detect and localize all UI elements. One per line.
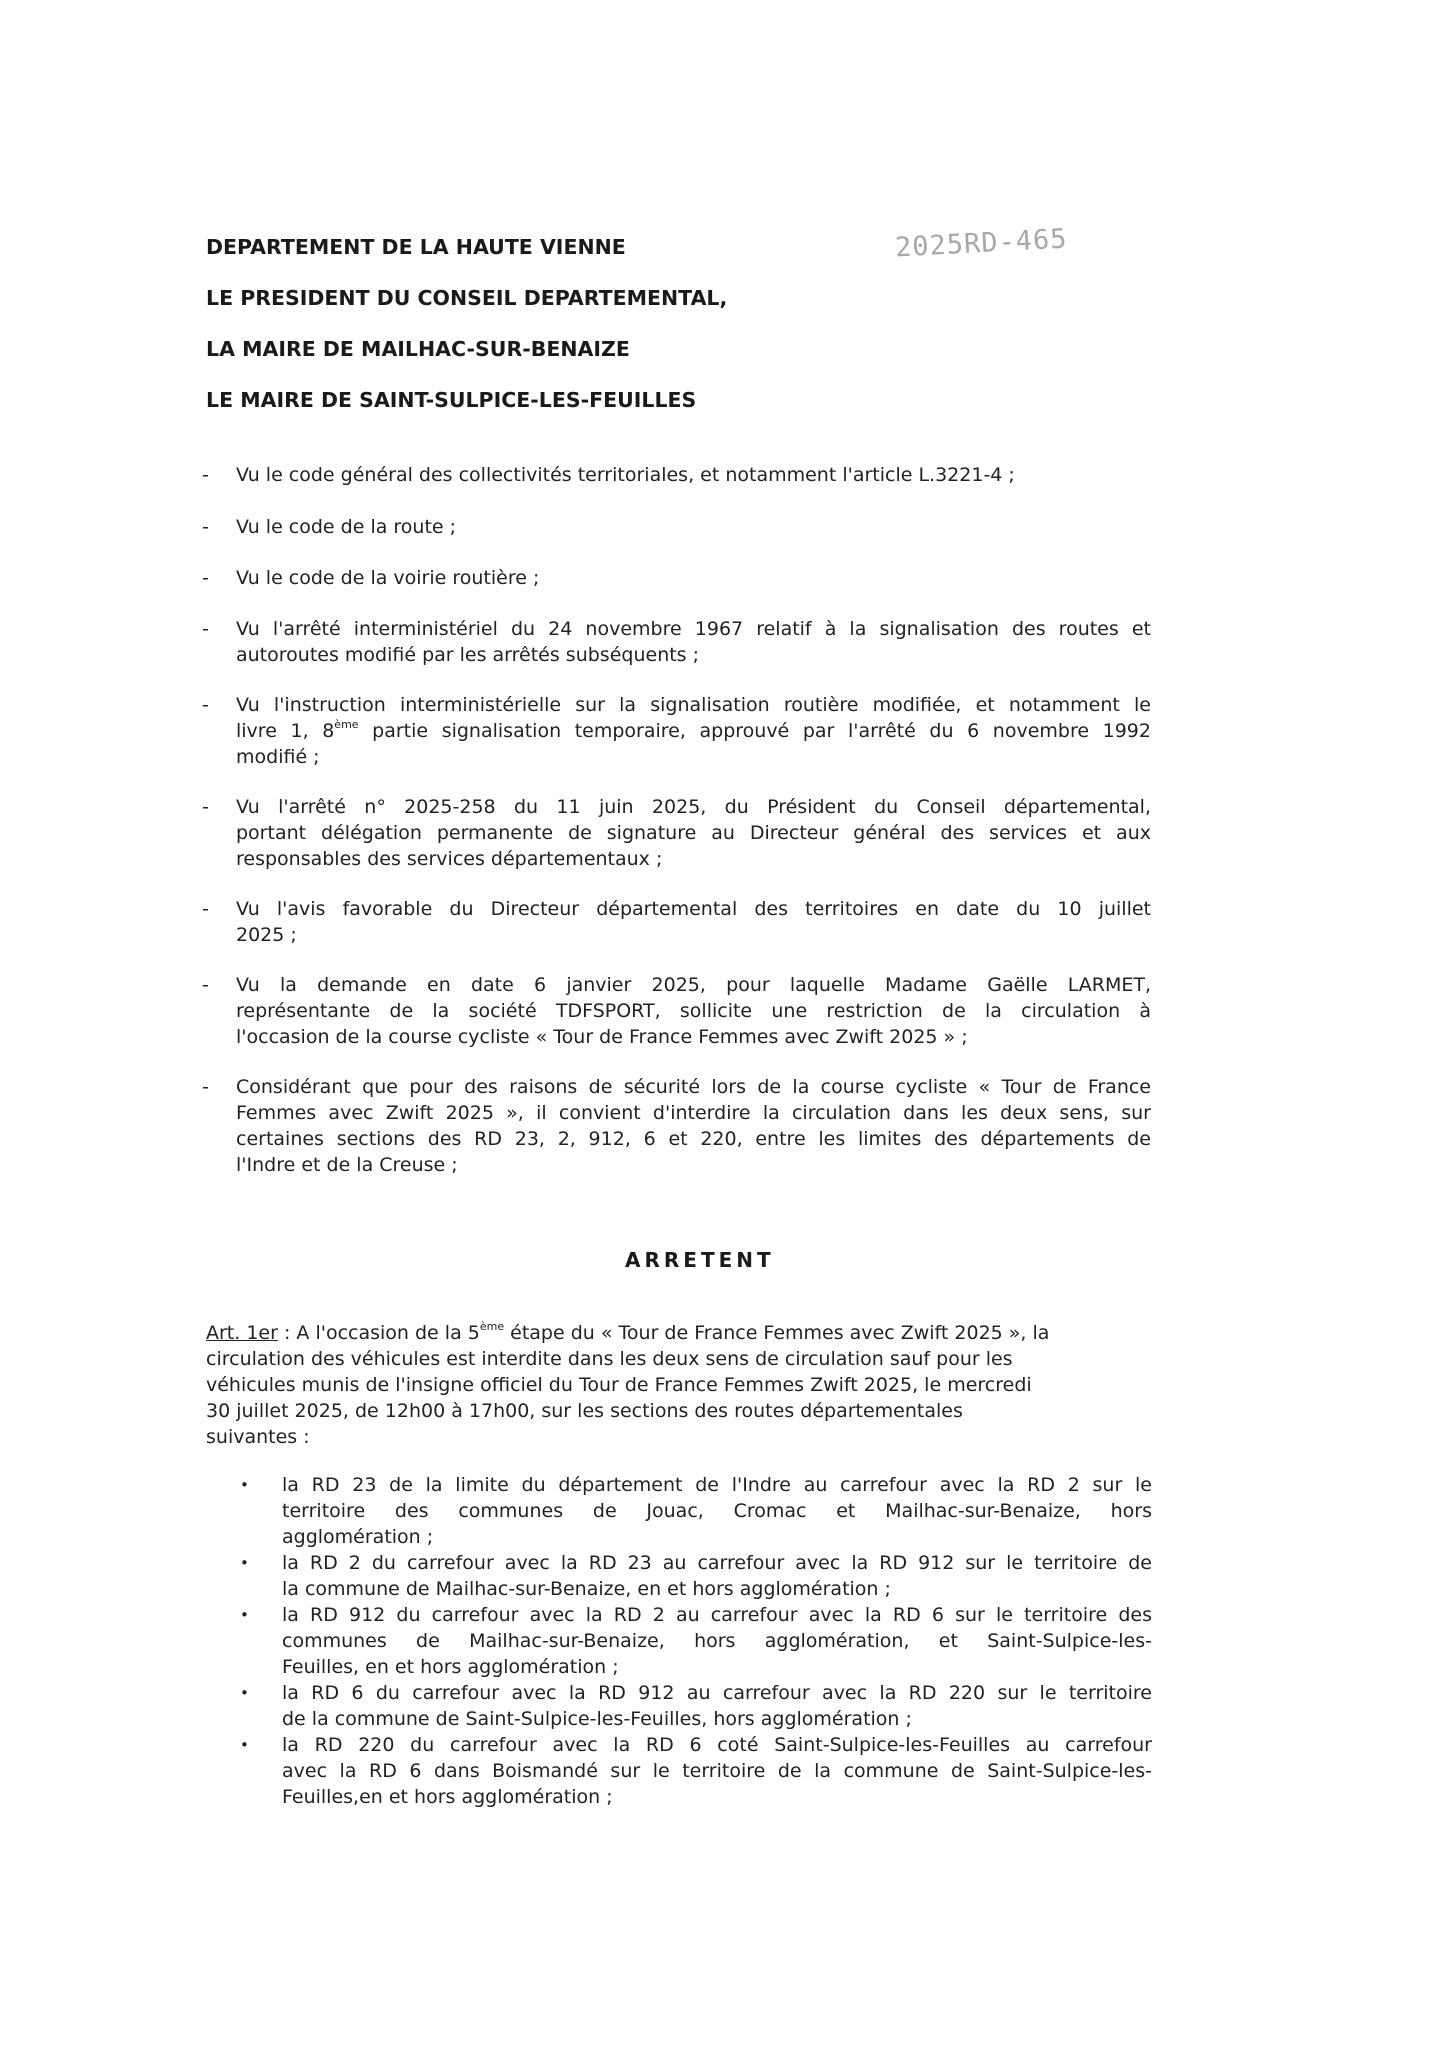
considerant-item [202, 794, 1151, 872]
header-mayor-mailhac: LA MAIRE DE MAILHAC-SUR-BENAIZE [206, 337, 630, 361]
considerant-line: responsables des services départementaux ; [236, 848, 663, 870]
dash-marker: - [202, 974, 209, 996]
handwritten-reference-number: 2025RD-465 [894, 223, 1069, 264]
list-item: • la RD 912 du carrefour avec la RD 2 au carrefour avec la RD 6 sur le territoire des communes de Mailhac-sur-Benaize, hors agglomération, et Saint-Sulpice-les- Feuilles, en et hors agglomération ; [240, 1604, 1152, 1678]
considerant-line: Vu le code général des collectivités territoriales, et notamment l'article L.3221-4 ; [236, 464, 1015, 486]
dash-marker: - [202, 464, 209, 486]
article-line: circulation des véhicules est interdite dans les deux sens de circulation sauf pour les [206, 1348, 1013, 1370]
bullet-icon: • [240, 1736, 249, 1754]
considerant-line: modifié ; [236, 746, 320, 768]
considerant-item [202, 616, 1151, 668]
considerant-item [202, 462, 1151, 488]
considerant-line: portant délégation permanente de signature au Directeur général des services et aux [236, 822, 1151, 844]
dash-marker: - [202, 694, 209, 716]
considerant-line: Vu l'arrêté n° 2025-258 du 11 juin 2025, du Président du Conseil départemental, [236, 796, 1151, 818]
considerant-line: représentante de la société TDFSPORT, sollicite une restriction de la circulation à [236, 1000, 1151, 1022]
considerant-line: Considérant que pour des raisons de sécurité lors de la course cycliste « Tour de France [236, 1076, 1151, 1098]
dash-marker: - [202, 1076, 209, 1098]
considerant-line: l'Indre et de la Creuse ; [236, 1154, 458, 1176]
bullet-icon: • [240, 1606, 249, 1624]
considerant-line: l'occasion de la course cycliste « Tour de France Femmes avec Zwift 2025 » ; [236, 1026, 968, 1048]
considerant-line: 2025 ; [236, 924, 297, 946]
considerant-line: livre 1, 8ème partie signalisation temporaire, approuvé par l'arrêté du 6 novembre 1992 [236, 717, 1151, 742]
article-line: véhicules munis de l'insigne officiel du Tour de France Femmes Zwift 2025, le mercredi [206, 1374, 1032, 1396]
article-1 [206, 1320, 1151, 1450]
considerant-item [202, 692, 1151, 770]
article-label: Art. 1er [206, 1322, 278, 1344]
considerant-line: Vu la demande en date 6 janvier 2025, pour laquelle Madame Gaëlle LARMET, [236, 974, 1151, 996]
dash-marker: - [202, 898, 209, 920]
considerant-line: Vu l'arrêté interministériel du 24 novembre 1967 relatif à la signalisation des routes et [236, 618, 1151, 640]
article-line: 30 juillet 2025, de 12h00 à 17h00, sur les sections des routes départementales [206, 1400, 963, 1422]
considerant-item [202, 1074, 1151, 1178]
decision-title: ARRETENT [625, 1248, 775, 1272]
considerant-item [202, 972, 1151, 1050]
list-item: • la RD 2 du carrefour avec la RD 23 au carrefour avec la RD 912 sur le territoire de la commune de Mailhac-sur-Benaize, en et hors agglomération ; [240, 1552, 1152, 1600]
header-department: DEPARTEMENT DE LA HAUTE VIENNE [206, 235, 626, 259]
dash-marker: - [202, 618, 209, 640]
list-item: • la RD 220 du carrefour avec la RD 6 coté Saint-Sulpice-les-Feuilles au carrefour avec la RD 6 dans Boismandé sur le territoire de la commune de Saint-Sulpice-les- Feuilles,en et hors agglomération ; [240, 1734, 1152, 1808]
considerant-line: Vu le code de la route ; [236, 516, 457, 538]
considerant-line: Vu le code de la voirie routière ; [236, 567, 540, 589]
considerant-item [202, 514, 1151, 540]
considerant-line: Vu l'avis favorable du Directeur départemental des territoires en date du 10 juillet [236, 898, 1151, 920]
list-item: • la RD 23 de la limite du département de l'Indre au carrefour avec la RD 2 sur le territoire des communes de Jouac, Cromac et Mailhac-sur-Benaize, hors agglomération ; [240, 1474, 1152, 1548]
list-item: • la RD 6 du carrefour avec la RD 912 au carrefour avec la RD 220 sur le territoire de la commune de Saint-Sulpice-les-Feuilles, hors agglomération ; [240, 1682, 1152, 1730]
bullet-icon: • [240, 1684, 249, 1702]
header-president: LE PRESIDENT DU CONSEIL DEPARTEMENTAL, [206, 286, 728, 310]
article-line: Art. 1er : A l'occasion de la 5ème étape du « Tour de France Femmes avec Zwift 2025 », la [206, 1319, 1050, 1344]
considerant-line: Femmes avec Zwift 2025 », il convient d'interdire la circulation dans les deux sens, sur [236, 1102, 1151, 1124]
considerant-item [202, 565, 1151, 591]
bullet-icon: • [240, 1554, 249, 1572]
dash-marker: - [202, 567, 209, 589]
considerant-line: Vu l'instruction interministérielle sur la signalisation routière modifiée, et notamment le [236, 694, 1151, 716]
header-mayor-saint-sulpice: LE MAIRE DE SAINT-SULPICE-LES-FEUILLES [206, 388, 697, 412]
dash-marker: - [202, 796, 209, 818]
dash-marker: - [202, 516, 209, 538]
considerant-line: autoroutes modifié par les arrêtés subséquents ; [236, 644, 700, 666]
considerant-item [202, 896, 1151, 948]
bullet-icon: • [240, 1476, 249, 1494]
considerant-line: certaines sections des RD 23, 2, 912, 6 et 220, entre les limites des départements de [236, 1128, 1151, 1150]
road-sections-list [240, 1472, 1152, 1810]
article-line: suivantes : [206, 1426, 310, 1448]
